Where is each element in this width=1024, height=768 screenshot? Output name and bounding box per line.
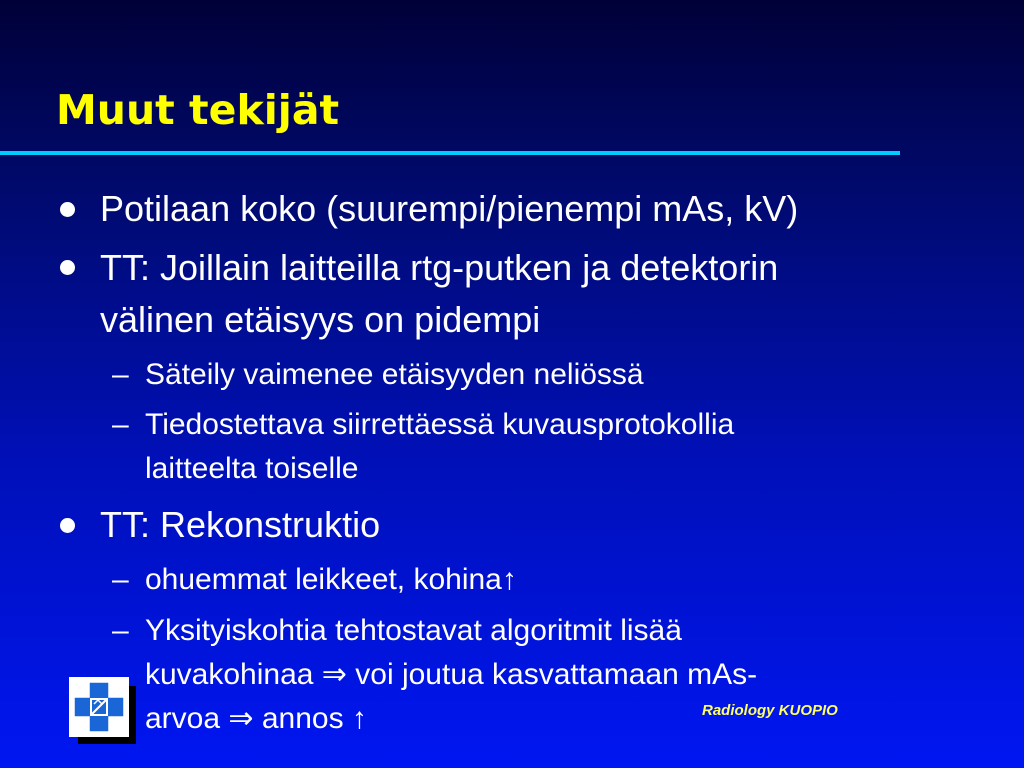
sub-bullet-dash: –	[112, 563, 129, 596]
bullet-dot-icon	[60, 202, 75, 217]
bullet-dot-icon	[60, 518, 75, 533]
bullet-item	[100, 242, 778, 346]
sub-bullet-dash: –	[112, 358, 129, 391]
bullet-item	[100, 184, 798, 234]
sub-bullet-text: Tiedostettava siirrettäessä kuvausprotokollia	[145, 408, 735, 441]
slide-title: Muut tekijät	[56, 86, 340, 134]
sub-bullet-text: Säteily vaimenee etäisyyden neliössä	[145, 358, 644, 391]
sub-bullet-text: ohuemmat leikkeet, kohina↑	[145, 563, 517, 596]
sub-bullet-dash: –	[112, 614, 129, 647]
sub-bullet-item	[112, 353, 644, 397]
sub-bullet-dash: –	[112, 408, 129, 441]
bullet-text: Potilaan koko (suurempi/pienempi mAs, kV)	[100, 188, 799, 229]
brand-label: Radiology KUOPIO	[702, 702, 838, 719]
sub-bullet-item	[112, 403, 735, 491]
bullet-item	[100, 500, 380, 550]
bullet-text: TT: Rekonstruktio	[100, 504, 381, 545]
bullet-text: välinen etäisyys on pidempi	[100, 299, 541, 340]
sub-bullet-text: Yksityiskohtia tehtostavat algoritmit lisää	[145, 614, 682, 647]
sub-bullet-text: laitteelta toiselle	[145, 452, 359, 485]
sub-bullet-text: arvoa ⇒ annos ↑	[145, 702, 367, 735]
sub-bullet-text: kuvakohinaa ⇒ voi joutua kasvattamaan mAs-	[145, 658, 758, 691]
radiology-cross-logo-icon	[66, 674, 136, 744]
bullet-dot-icon	[60, 260, 75, 275]
sub-bullet-item	[112, 558, 517, 602]
sub-bullet-item	[112, 609, 758, 741]
bullet-text: TT: Joillain laitteilla rtg-putken ja detektorin	[100, 247, 779, 288]
